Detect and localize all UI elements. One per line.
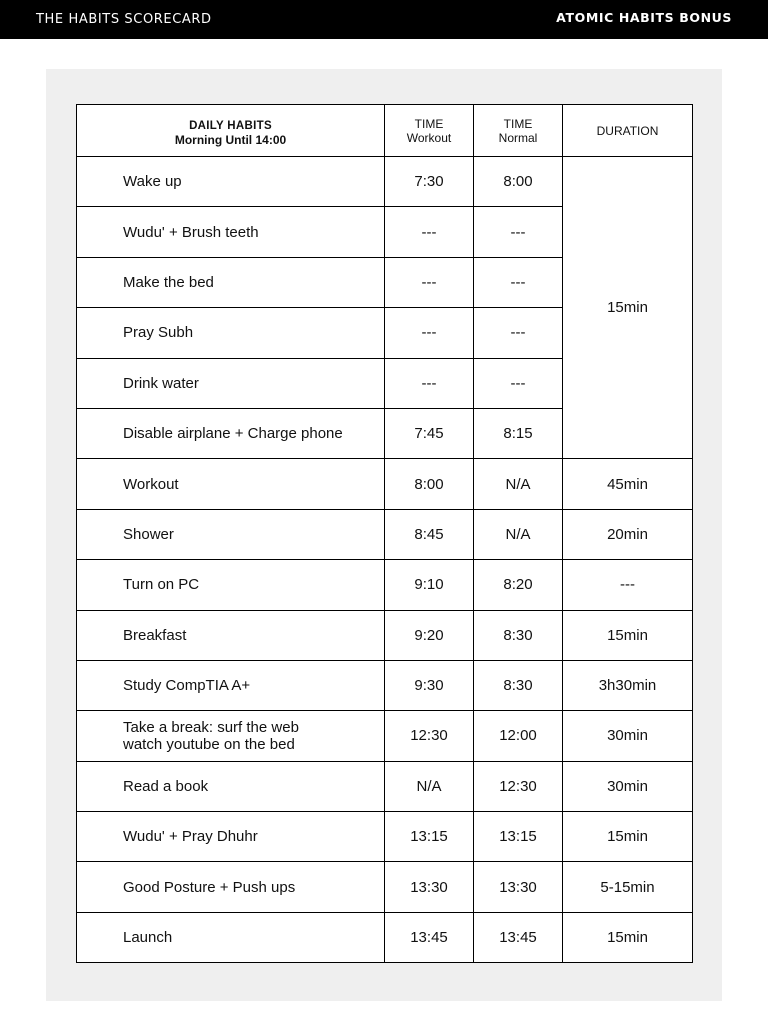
table-row bbox=[77, 761, 693, 811]
duration-cell: 30min bbox=[563, 711, 693, 761]
habit-cell: Take a break: surf the web watch youtube on the bed bbox=[77, 711, 385, 761]
workout-time-cell: 9:10 bbox=[385, 560, 474, 610]
workout-time-cell: 7:45 bbox=[385, 408, 474, 458]
habit-cell: Pray Subh bbox=[77, 308, 385, 358]
workout-time-cell: N/A bbox=[385, 761, 474, 811]
workout-time-cell: 12:30 bbox=[385, 711, 474, 761]
table-row bbox=[77, 157, 693, 207]
workout-time-cell: --- bbox=[385, 358, 474, 408]
table-row bbox=[77, 660, 693, 710]
habit-cell: Good Posture + Push ups bbox=[77, 862, 385, 912]
table-row bbox=[77, 862, 693, 912]
normal-time-cell: 8:30 bbox=[474, 610, 563, 660]
daily-habits-header: DAILY HABITS Morning Until 14:00 bbox=[77, 105, 385, 157]
workout-time-cell: 7:30 bbox=[385, 157, 474, 207]
table-header-row bbox=[77, 105, 693, 157]
normal-time-cell: N/A bbox=[474, 459, 563, 509]
scorecard-title: THE HABITS SCORECARD bbox=[36, 12, 212, 27]
normal-time-cell: 13:30 bbox=[474, 862, 563, 912]
duration-cell: --- bbox=[563, 560, 693, 610]
normal-time-cell: 8:30 bbox=[474, 660, 563, 710]
habit-cell: Turn on PC bbox=[77, 560, 385, 610]
habit-cell: Wake up bbox=[77, 157, 385, 207]
table-row bbox=[77, 711, 693, 761]
normal-time-cell: 12:00 bbox=[474, 711, 563, 761]
normal-time-cell: --- bbox=[474, 207, 563, 257]
workout-time-cell: 13:15 bbox=[385, 812, 474, 862]
workout-time-cell: 13:30 bbox=[385, 862, 474, 912]
normal-time-cell: --- bbox=[474, 358, 563, 408]
duration-merged-cell: 15min bbox=[563, 157, 693, 459]
normal-time-cell: 13:15 bbox=[474, 812, 563, 862]
normal-time-cell: --- bbox=[474, 308, 563, 358]
duration-header: DURATION bbox=[563, 105, 693, 157]
duration-cell: 15min bbox=[563, 912, 693, 962]
habit-cell: Breakfast bbox=[77, 610, 385, 660]
habit-cell: Launch bbox=[77, 912, 385, 962]
normal-time-cell: 8:00 bbox=[474, 157, 563, 207]
time-workout-header: TIME Workout bbox=[385, 105, 474, 157]
habits-table bbox=[76, 104, 693, 963]
duration-cell: 15min bbox=[563, 812, 693, 862]
normal-time-cell: 8:20 bbox=[474, 560, 563, 610]
workout-time-cell: 9:20 bbox=[385, 610, 474, 660]
habit-cell: Disable airplane + Charge phone bbox=[77, 408, 385, 458]
habit-cell: Drink water bbox=[77, 358, 385, 408]
workout-time-cell: --- bbox=[385, 308, 474, 358]
duration-cell: 5-15min bbox=[563, 862, 693, 912]
workout-time-cell: --- bbox=[385, 207, 474, 257]
duration-cell: 15min bbox=[563, 610, 693, 660]
workout-time-cell: 9:30 bbox=[385, 660, 474, 710]
book-bonus-title: ATOMIC HABITS BONUS bbox=[556, 10, 732, 25]
table-row bbox=[77, 912, 693, 962]
workout-time-cell: 8:00 bbox=[385, 459, 474, 509]
habit-cell: Make the bed bbox=[77, 257, 385, 307]
duration-cell: 30min bbox=[563, 761, 693, 811]
table-row bbox=[77, 459, 693, 509]
normal-time-cell: --- bbox=[474, 257, 563, 307]
habit-cell: Wudu' + Pray Dhuhr bbox=[77, 812, 385, 862]
habit-cell: Workout bbox=[77, 459, 385, 509]
normal-time-cell: 12:30 bbox=[474, 761, 563, 811]
normal-time-cell: N/A bbox=[474, 509, 563, 559]
workout-time-cell: --- bbox=[385, 257, 474, 307]
normal-time-cell: 8:15 bbox=[474, 408, 563, 458]
habit-cell: Shower bbox=[77, 509, 385, 559]
duration-cell: 45min bbox=[563, 459, 693, 509]
duration-cell: 20min bbox=[563, 509, 693, 559]
workout-time-cell: 8:45 bbox=[385, 509, 474, 559]
table-row bbox=[77, 812, 693, 862]
habit-cell: Wudu' + Brush teeth bbox=[77, 207, 385, 257]
table-row bbox=[77, 610, 693, 660]
table-row bbox=[77, 509, 693, 559]
top-bar bbox=[0, 0, 768, 39]
time-normal-header: TIME Normal bbox=[474, 105, 563, 157]
habit-cell: Read a book bbox=[77, 761, 385, 811]
habit-cell: Study CompTIA A+ bbox=[77, 660, 385, 710]
workout-time-cell: 13:45 bbox=[385, 912, 474, 962]
normal-time-cell: 13:45 bbox=[474, 912, 563, 962]
duration-cell: 3h30min bbox=[563, 660, 693, 710]
table-row bbox=[77, 560, 693, 610]
